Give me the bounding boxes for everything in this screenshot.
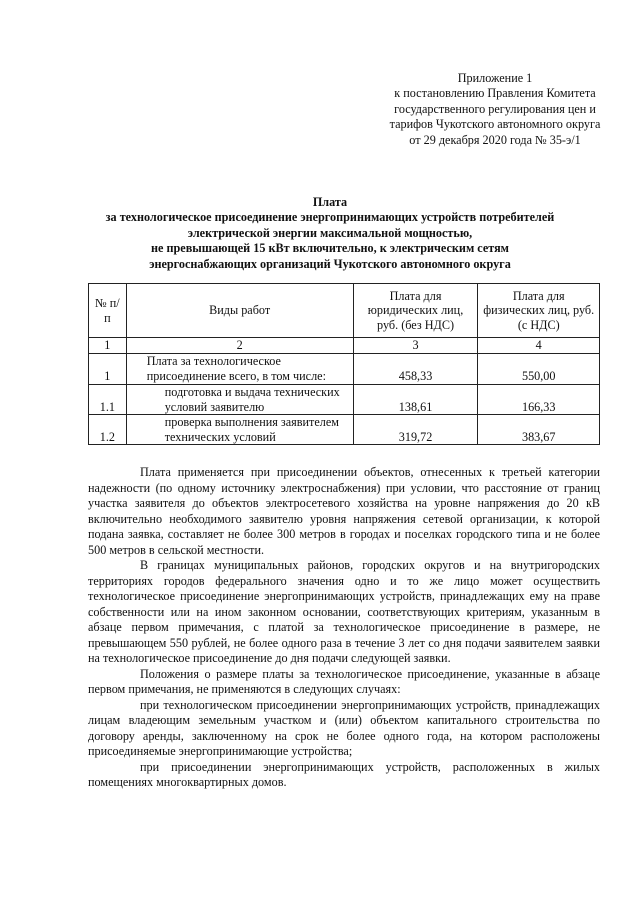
row-name: подготовка и выдача технических условий заявителю — [126, 385, 353, 415]
header-legal: Плата для юридических лиц, руб. (без НДС) — [353, 284, 478, 338]
row-num: 1 — [89, 354, 127, 385]
note-paragraph: Плата применяется при присоединении объектов, отнесенных к третьей категории надежности (по одному источнику электроснабжения) при условии, что расстояние от границ участка заявителя до объектов электросетевого хозяйства на уровне напряжения до 20 кВ включительно необходимого заявителю уровня напряжения сетевой организации, к которой подана заявка, составляет не более 300 метров в городах и поселках городского типа и не более 500 метров в сельской местности. — [88, 465, 600, 557]
table-row — [89, 354, 600, 385]
column-numbers-row — [89, 338, 600, 354]
title-line: энергоснабжающих организаций Чукотского автономного округа — [149, 256, 511, 271]
appendix-line: тарифов Чукотского автономного округа — [389, 117, 601, 132]
column-number: 3 — [353, 338, 478, 354]
note-paragraph: В границах муниципальных районов, городских округов и на внутригородских территориях городов федерального значения одно и то же лицо может осуществить технологическое присоединение энергопринимающих устройств, принадлежащих ему на праве собственности или на ином законном основании, соответствующих критериям, указанным в абзаце первом примечания, с платой за технологическое присоединение в размере, не превышающем 550 рублей, не более одного раза в течение 3 лет со дня подачи заявителем заявки на технологическое присоединение до дня подачи следующей заявки. — [88, 558, 600, 665]
fees-table — [88, 283, 600, 445]
table-row — [89, 385, 600, 415]
header-physical: Плата для физических лиц, руб. (с НДС) — [478, 284, 600, 338]
document-title — [60, 195, 600, 272]
row-legal-fee: 319,72 — [353, 415, 478, 445]
title-line: электрической энергии максимальной мощностью, — [187, 225, 473, 240]
column-number: 2 — [126, 338, 353, 354]
row-name: Плата за технологическое присоединение всего, в том числе: — [126, 354, 353, 385]
appendix-line: от 29 декабря 2020 года № 35-э/1 — [409, 132, 581, 147]
notes-section — [88, 465, 600, 791]
column-number: 1 — [89, 338, 127, 354]
appendix-line: к постановлению Правления Комитета — [394, 86, 596, 101]
appendix-line: государственного регулирования цен и — [394, 101, 596, 116]
row-num: 1.1 — [89, 385, 127, 415]
title-line: Плата — [312, 195, 348, 209]
title-line: за технологическое присоединение энергопринимающих устройств потребителей — [105, 210, 555, 225]
header-num: № п/п — [89, 284, 127, 338]
appendix-line: Приложение 1 — [457, 71, 533, 85]
table-row — [89, 415, 600, 445]
note-paragraph: при технологическом присоединении энергопринимающих устройств, принадлежащих лицам владеющим земельным участком и (или) объектом капитального строительства по договору аренды, заключенному на срок не более одного года, на котором расположены присоединяемые энергопринимающие устройства; — [88, 697, 600, 758]
row-physical-fee: 383,67 — [478, 415, 600, 445]
table-header-row — [89, 284, 600, 338]
row-physical-fee: 166,33 — [478, 385, 600, 415]
row-name: проверка выполнения заявителем технических условий — [126, 415, 353, 445]
row-legal-fee: 458,33 — [353, 354, 478, 385]
row-physical-fee: 550,00 — [478, 354, 600, 385]
note-paragraph: при присоединении энергопринимающих устройств, расположенных в жилых помещениях многоквартирных домов. — [88, 759, 600, 789]
title-line: не превышающей 15 кВт включительно, к электрическим сетям — [151, 241, 509, 256]
row-legal-fee: 138,61 — [353, 385, 478, 415]
header-works: Виды работ — [126, 284, 353, 338]
column-number: 4 — [478, 338, 600, 354]
note-paragraph: Положения о размере платы за технологическое присоединение, указанные в абзаце первом примечания, не применяются в следующих случаях: — [88, 666, 600, 696]
appendix-header — [360, 71, 630, 148]
row-num: 1.2 — [89, 415, 127, 445]
